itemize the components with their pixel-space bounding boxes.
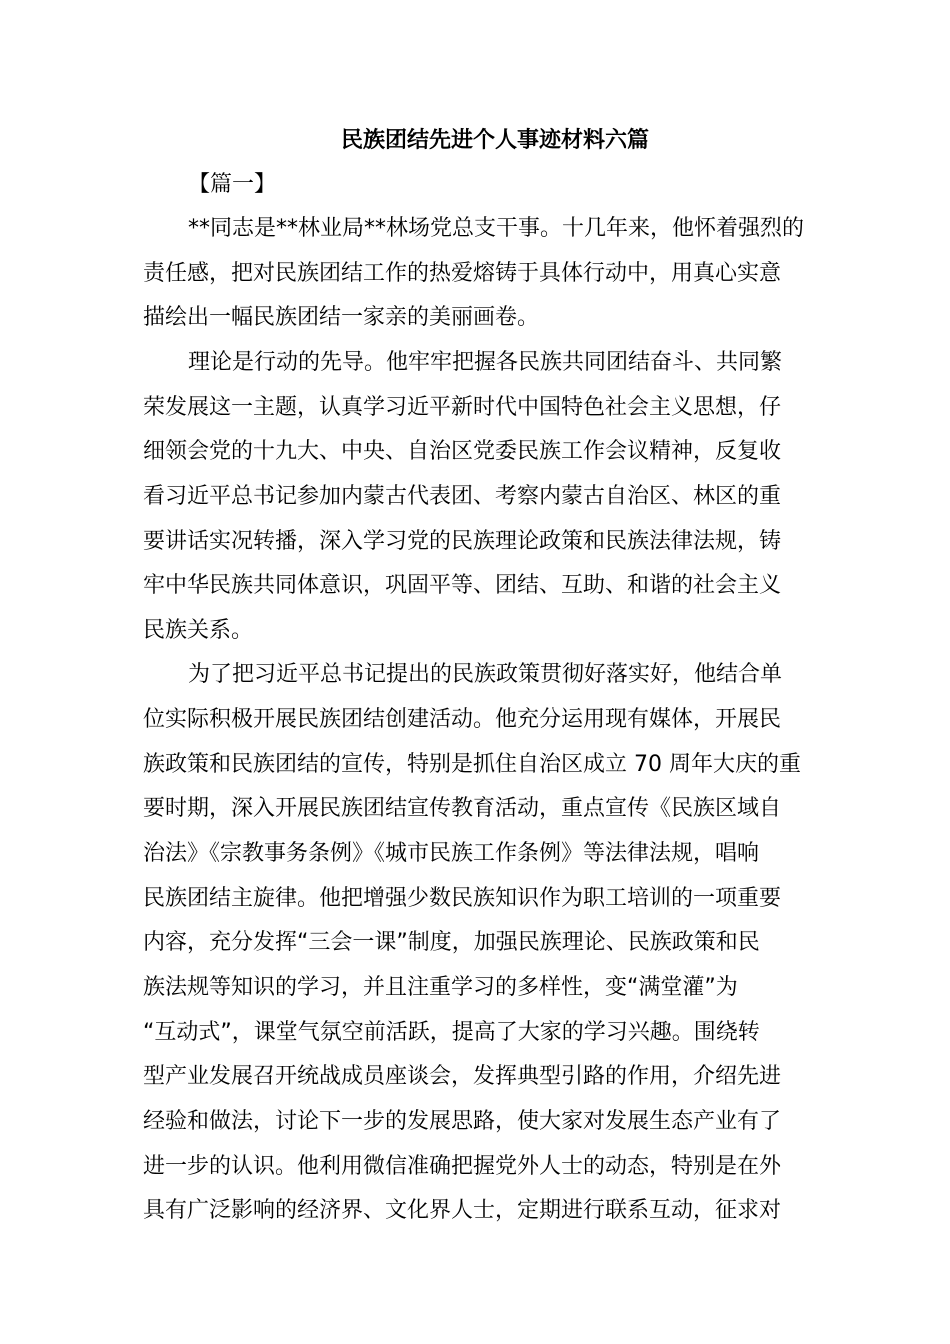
paragraph-line: 进一步的认识。他利用微信准确把握党外人士的动态，特别是在外 <box>143 1154 782 1179</box>
paragraph-line: 民族关系。 <box>143 618 254 643</box>
paragraph-line: 型产业发展召开统战成员座谈会，发挥典型引路的作用，介绍先进 <box>143 1064 782 1089</box>
paragraph-line: 具有广泛影响的经济界、文化界人士，定期进行联系互动，征求对 <box>143 1198 782 1223</box>
paragraph-line: 经验和做法，讨论下一步的发展思路，使大家对发展生态产业有了 <box>143 1109 782 1134</box>
paragraph-line: 要时期，深入开展民族团结宣传教育活动，重点宣传《民族区域自 <box>143 796 782 821</box>
paragraph-line: “互动式”，课堂气氛空前活跃，提高了大家的学习兴趣。围绕转 <box>143 1020 760 1045</box>
paragraph-line: 治法》《宗教事务条例》《城市民族工作条例》等法律法规，唱响 <box>143 841 760 866</box>
paragraph-line: 牢中华民族共同体意识，巩固平等、团结、互助、和谐的社会主义 <box>143 573 782 598</box>
paragraph-line: 责任感，把对民族团结工作的热爱熔铸于具体行动中，用真心实意 <box>143 261 782 286</box>
paragraph-line: 位实际积极开展民族团结创建活动。他充分运用现有媒体，开展民 <box>143 707 782 732</box>
paragraph-line: 看习近平总书记参加内蒙古代表团、考察内蒙古自治区、林区的重 <box>143 484 782 509</box>
paragraph-line: **同志是**林业局**林场党总支干事。十几年来，他怀着强烈的 <box>188 216 805 241</box>
paragraph-line: 细领会党的十九大、中央、自治区党委民族工作会议精神，反复收 <box>143 439 782 464</box>
paragraph-line: 理论是行动的先导。他牢牢把握各民族共同团结奋斗、共同繁 <box>188 350 783 375</box>
paragraph-line: 荣发展这一主题，认真学习近平新时代中国特色社会主义思想，仔 <box>143 395 782 420</box>
paragraph-line: 内容，充分发挥“三会一课”制度，加强民族理论、民族政策和民 <box>143 930 760 955</box>
paragraph-line: 为了把习近平总书记提出的民族政策贯彻好落实好，他结合单 <box>188 662 783 687</box>
section-heading: 【篇一】 <box>188 172 277 197</box>
paragraph-line: 族法规等知识的学习，并且注重学习的多样性，变“满堂灌”为 <box>143 975 738 1000</box>
paragraph-line: 民族团结主旋律。他把增强少数民族知识作为职工培训的一项重要 <box>143 886 782 911</box>
paragraph-line: 要讲话实况转播，深入学习党的民族理论政策和民族法律法规，铸 <box>143 529 782 554</box>
paragraph-line: 描绘出一幅民族团结一家亲的美丽画卷。 <box>143 305 540 330</box>
document-title: 民族团结先进个人事迹材料六篇 <box>340 128 649 153</box>
paragraph-line: 族政策和民族团结的宣传，特别是抓住自治区成立 70 周年大庆的重 <box>143 752 801 777</box>
